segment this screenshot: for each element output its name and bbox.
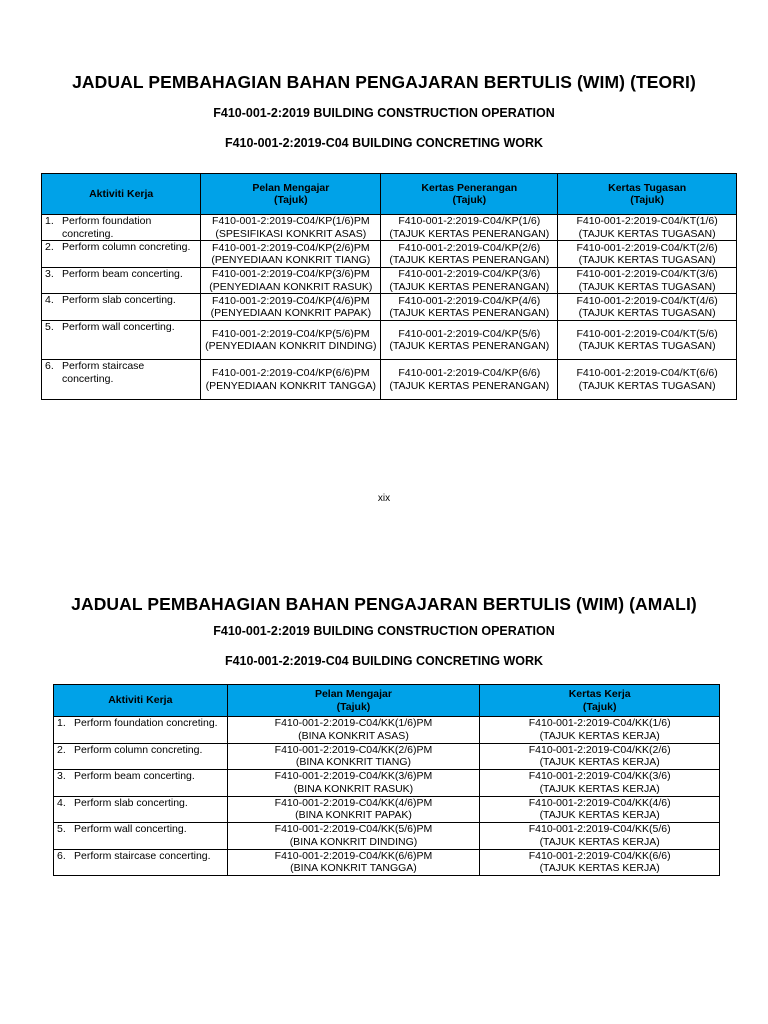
header-label: Pelan Mengajar: [252, 181, 330, 194]
amali-subtitle-unit: F410-001-2:2019-C04 BUILDING CONCRETING WORK: [224, 654, 544, 668]
activity-text: Perform wall concerting.: [62, 321, 175, 333]
table-row: [42, 321, 737, 360]
header-pelan-mengajar: [227, 685, 480, 717]
activity-text: Perform slab concerting.: [62, 294, 176, 306]
activity-cell: [42, 241, 201, 268]
activity-text: Perform slab concerting.: [74, 796, 188, 809]
activity-text: Perform beam concerting.: [74, 770, 195, 782]
activity-cell: [42, 268, 201, 294]
kertas-penerangan-cell-code: F410-001-2:2019-C04/KP(1/6): [398, 215, 541, 227]
teori-subtitle-block-2: [0, 136, 768, 150]
kertas-tugasan-cell: [558, 268, 737, 294]
activity-text: Perform foundation concreting.: [62, 215, 152, 240]
kertas-kerja-cell-code: F410-001-2:2019-C04/KK(2/6): [528, 743, 671, 756]
pelan-mengajar-cell: [201, 268, 381, 294]
kertas-tugasan-cell-code: F410-001-2:2019-C04/KT(6/6): [576, 367, 718, 379]
pelan-mengajar-cell-code: F410-001-2:2019-C04/KK(2/6)PM: [274, 743, 433, 756]
kertas-kerja-cell-title: (TAJUK KERTAS KERJA): [539, 782, 660, 795]
amali-subtitle-programme: F410-001-2:2019 BUILDING CONSTRUCTION OPERATION: [213, 624, 555, 638]
kertas-tugasan-cell: [558, 360, 737, 400]
kertas-kerja-cell-code: F410-001-2:2019-C04/KK(6/6): [528, 849, 671, 862]
kertas-penerangan-cell-title: (TAJUK KERTAS PENERANGAN): [389, 280, 550, 293]
table-row: [42, 294, 737, 321]
activity-cell: [54, 770, 228, 797]
kertas-kerja-cell-title: (TAJUK KERTAS KERJA): [539, 809, 660, 822]
page-number: xix: [377, 493, 391, 504]
activity-cell: [54, 717, 228, 744]
kertas-tugasan-cell: [558, 294, 737, 321]
amali-subtitle-block-2: [0, 654, 768, 668]
activity-number: 6.: [57, 849, 66, 862]
kertas-kerja-cell-code: F410-001-2:2019-C04/KK(4/6): [528, 796, 671, 809]
table-row: [54, 743, 720, 770]
kertas-kerja-cell-title: (TAJUK KERTAS KERJA): [539, 862, 660, 875]
pelan-mengajar-cell: [227, 823, 480, 850]
activity-text: Perform wall concerting.: [74, 823, 187, 835]
kertas-penerangan-cell-title: (TAJUK KERTAS PENERANGAN): [389, 227, 550, 240]
activity-number: 1.: [57, 717, 66, 729]
kertas-kerja-cell: [480, 743, 720, 770]
teori-heading-block: [0, 72, 768, 93]
activity-number: 1.: [45, 215, 54, 227]
header-kertas-kerja: [480, 685, 720, 717]
pelan-mengajar-cell-title: (BINA KONKRIT RASUK): [293, 782, 414, 795]
kertas-kerja-cell-title: (TAJUK KERTAS KERJA): [539, 835, 660, 848]
table-row: [54, 849, 720, 876]
header-label: Aktiviti Kerja: [108, 694, 173, 707]
teori-header-row: [42, 174, 737, 215]
kertas-kerja-cell: [480, 770, 720, 797]
header-sublabel: (Tajuk): [336, 700, 371, 713]
pelan-mengajar-cell: [201, 321, 381, 360]
table-row: [42, 215, 737, 241]
pelan-mengajar-cell-code: F410-001-2:2019-C04/KP(5/6)PM: [212, 327, 370, 340]
kertas-penerangan-cell-code: F410-001-2:2019-C04/KP(4/6): [398, 294, 541, 307]
activity-text: Perform foundation concreting.: [74, 717, 218, 729]
pelan-mengajar-cell-title: (BINA KONKRIT DINDING): [289, 835, 418, 848]
activity-cell: [42, 360, 201, 400]
kertas-kerja-cell-code: F410-001-2:2019-C04/KK(3/6): [528, 770, 671, 783]
pelan-mengajar-cell: [227, 849, 480, 876]
kertas-penerangan-cell: [381, 360, 558, 400]
activity-number: 4.: [45, 294, 54, 306]
kertas-tugasan-cell-code: F410-001-2:2019-C04/KT(3/6): [576, 268, 718, 280]
kertas-penerangan-cell-title: (TAJUK KERTAS PENERANGAN): [389, 340, 550, 352]
teori-title: JADUAL PEMBAHAGIAN BAHAN PENGAJARAN BERTULIS (WIM) (TEORI): [72, 72, 696, 92]
activity-cell: [54, 849, 228, 876]
header-aktiviti-kerja: [54, 685, 228, 717]
header-label: Pelan Mengajar: [314, 688, 392, 700]
kertas-penerangan-cell: [381, 241, 558, 268]
header-kertas-tugasan: [558, 174, 737, 215]
kertas-tugasan-cell-title: (TAJUK KERTAS TUGASAN): [578, 280, 716, 293]
kertas-penerangan-cell-code: F410-001-2:2019-C04/KP(5/6): [398, 327, 541, 340]
header-sublabel: (Tajuk): [452, 194, 487, 206]
activity-cell: [42, 294, 201, 321]
pelan-mengajar-cell-title: (BINA KONKRIT ASAS): [298, 729, 409, 742]
pelan-mengajar-cell: [201, 241, 381, 268]
header-kertas-penerangan: [381, 174, 558, 215]
kertas-penerangan-cell-code: F410-001-2:2019-C04/KP(3/6): [398, 268, 541, 280]
header-label: Kertas Kerja: [568, 688, 631, 700]
activity-cell: [42, 321, 201, 360]
pelan-mengajar-cell-code: F410-001-2:2019-C04/KP(6/6)PM: [212, 367, 370, 379]
kertas-tugasan-cell-title: (TAJUK KERTAS TUGASAN): [578, 379, 716, 392]
pelan-mengajar-cell-title: (BINA KONKRIT PAPAK): [295, 809, 412, 822]
header-pelan-mengajar: [201, 174, 381, 215]
pelan-mengajar-cell-title: (PENYEDIAAN KONKRIT PAPAK): [210, 307, 372, 319]
teori-subtitle-unit: F410-001-2:2019-C04 BUILDING CONCRETING WORK: [224, 136, 544, 150]
header-label: Kertas Penerangan: [421, 181, 518, 194]
kertas-penerangan-cell: [381, 268, 558, 294]
amali-heading-block: [0, 594, 768, 615]
activity-number: 6.: [45, 360, 54, 372]
kertas-penerangan-cell: [381, 294, 558, 321]
pelan-mengajar-cell-code: F410-001-2:2019-C04/KK(5/6)PM: [274, 823, 433, 836]
kertas-tugasan-cell-code: F410-001-2:2019-C04/KT(5/6): [576, 327, 718, 340]
pelan-mengajar-cell-code: F410-001-2:2019-C04/KK(4/6)PM: [274, 796, 433, 809]
pelan-mengajar-cell: [227, 743, 480, 770]
kertas-kerja-cell: [480, 823, 720, 850]
pelan-mengajar-cell: [201, 360, 381, 400]
activity-text: Perform staircase concerting.: [62, 360, 145, 385]
table-row: [54, 796, 720, 823]
activity-number: 4.: [57, 796, 66, 809]
activity-number: 3.: [57, 770, 66, 782]
header-sublabel: (Tajuk): [630, 194, 664, 206]
teori-table: [41, 173, 737, 400]
activity-cell: [54, 823, 228, 850]
table-row: [54, 770, 720, 797]
pelan-mengajar-cell-code: F410-001-2:2019-C04/KP(1/6)PM: [212, 215, 370, 227]
amali-subtitle-block: [0, 624, 768, 638]
header-label: Aktiviti Kerja: [89, 187, 154, 200]
kertas-tugasan-cell-title: (TAJUK KERTAS TUGASAN): [578, 254, 716, 266]
kertas-tugasan-cell-title: (TAJUK KERTAS TUGASAN): [578, 340, 716, 352]
activity-text: Perform beam concerting.: [62, 268, 183, 280]
pelan-mengajar-cell-code: F410-001-2:2019-C04/KK(3/6)PM: [274, 770, 433, 783]
pelan-mengajar-cell: [227, 717, 480, 744]
amali-header-row: [54, 685, 720, 717]
amali-table: [53, 684, 720, 876]
pelan-mengajar-cell-title: (SPESIFIKASI KONKRIT ASAS): [215, 227, 367, 240]
kertas-penerangan-cell: [381, 321, 558, 360]
activity-number: 3.: [45, 268, 54, 280]
pelan-mengajar-cell: [227, 796, 480, 823]
activity-text: Perform column concreting.: [62, 241, 191, 253]
pelan-mengajar-cell-title: (PENYEDIAAN KONKRIT TIANG): [211, 254, 371, 266]
pelan-mengajar-cell: [201, 294, 381, 321]
pelan-mengajar-cell-code: F410-001-2:2019-C04/KP(4/6)PM: [212, 294, 370, 307]
activity-text: Perform column concreting.: [74, 743, 203, 756]
table-row: [54, 717, 720, 744]
header-sublabel: (Tajuk): [582, 700, 617, 713]
pelan-mengajar-cell: [227, 770, 480, 797]
kertas-penerangan-cell-title: (TAJUK KERTAS PENERANGAN): [389, 307, 550, 319]
pelan-mengajar-cell-code: F410-001-2:2019-C04/KP(2/6)PM: [212, 241, 370, 254]
kertas-penerangan-cell-code: F410-001-2:2019-C04/KP(6/6): [398, 367, 541, 379]
kertas-tugasan-cell-title: (TAJUK KERTAS TUGASAN): [578, 307, 716, 319]
pelan-mengajar-cell-code: F410-001-2:2019-C04/KK(6/6)PM: [274, 849, 433, 862]
pelan-mengajar-cell-title: (BINA KONKRIT TANGGA): [290, 862, 417, 875]
activity-number: 2.: [57, 743, 66, 756]
pelan-mengajar-cell-title: (PENYEDIAAN KONKRIT TANGGA): [205, 379, 377, 392]
kertas-tugasan-cell-code: F410-001-2:2019-C04/KT(4/6): [576, 294, 718, 307]
pelan-mengajar-cell-title: (PENYEDIAAN KONKRIT DINDING): [205, 340, 377, 352]
pelan-mengajar-cell-code: F410-001-2:2019-C04/KP(3/6)PM: [212, 268, 370, 280]
activity-number: 2.: [45, 241, 54, 253]
kertas-penerangan-cell-code: F410-001-2:2019-C04/KP(2/6): [398, 241, 541, 254]
kertas-kerja-cell: [480, 796, 720, 823]
pelan-mengajar-cell-code: F410-001-2:2019-C04/KK(1/6)PM: [274, 717, 433, 730]
kertas-penerangan-cell: [381, 215, 558, 241]
kertas-tugasan-cell: [558, 321, 737, 360]
pelan-mengajar-cell-title: (BINA KONKRIT TIANG): [295, 756, 412, 769]
kertas-kerja-cell-code: F410-001-2:2019-C04/KK(5/6): [528, 823, 671, 836]
header-label: Kertas Tugasan: [608, 181, 687, 194]
amali-title: JADUAL PEMBAHAGIAN BAHAN PENGAJARAN BERTULIS (WIM) (AMALI): [71, 594, 697, 614]
kertas-tugasan-cell: [558, 215, 737, 241]
pelan-mengajar-cell-title: (PENYEDIAAN KONKRIT RASUK): [209, 280, 373, 293]
activity-number: 5.: [57, 823, 66, 835]
kertas-kerja-cell: [480, 849, 720, 876]
header-aktiviti-kerja: [42, 174, 201, 215]
table-row: [42, 268, 737, 294]
teori-subtitle-programme: F410-001-2:2019 BUILDING CONSTRUCTION OPERATION: [213, 106, 555, 120]
activity-number: 5.: [45, 321, 54, 333]
pelan-mengajar-cell: [201, 215, 381, 241]
kertas-kerja-cell-title: (TAJUK KERTAS KERJA): [539, 756, 660, 769]
kertas-tugasan-cell-code: F410-001-2:2019-C04/KT(1/6): [576, 215, 718, 227]
table-row: [54, 823, 720, 850]
kertas-tugasan-cell-title: (TAJUK KERTAS TUGASAN): [578, 227, 716, 240]
activity-text: Perform staircase concerting.: [74, 849, 211, 862]
kertas-kerja-cell-code: F410-001-2:2019-C04/KK(1/6): [528, 717, 671, 730]
kertas-kerja-cell-title: (TAJUK KERTAS KERJA): [539, 729, 660, 742]
kertas-tugasan-cell-code: F410-001-2:2019-C04/KT(2/6): [576, 241, 718, 254]
kertas-penerangan-cell-title: (TAJUK KERTAS PENERANGAN): [389, 379, 550, 392]
table-row: [42, 360, 737, 400]
kertas-tugasan-cell: [558, 241, 737, 268]
teori-subtitle-block: [0, 106, 768, 120]
kertas-kerja-cell: [480, 717, 720, 744]
activity-cell: [54, 743, 228, 770]
kertas-penerangan-cell-title: (TAJUK KERTAS PENERANGAN): [389, 254, 550, 266]
activity-cell: [42, 215, 201, 241]
header-sublabel: (Tajuk): [274, 194, 308, 206]
table-row: [42, 241, 737, 268]
activity-cell: [54, 796, 228, 823]
